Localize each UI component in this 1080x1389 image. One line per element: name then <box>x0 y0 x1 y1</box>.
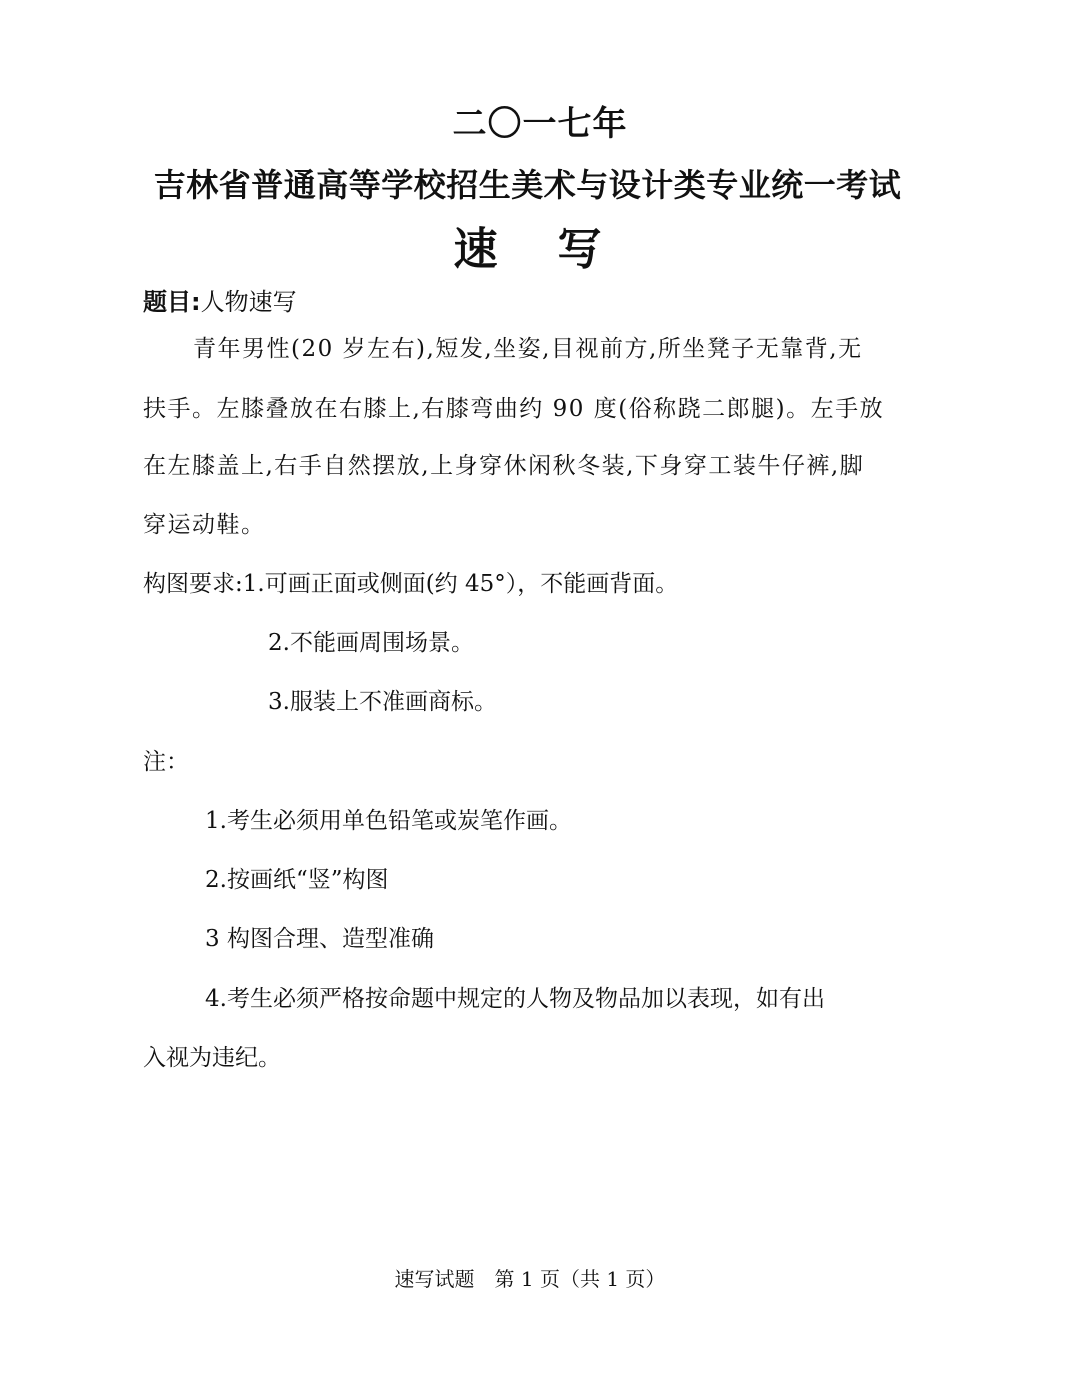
note-item-continued: 入视为违纪。 <box>143 1045 281 1071</box>
description-line: 在左膝盖上,右手自然摆放,上身穿休闲秋冬装,下身穿工装牛仔裤,脚 <box>143 453 865 479</box>
description-line: 青年男性(20 岁左右),短发,坐姿,目视前方,所坐凳子无靠背,无 <box>193 336 863 362</box>
composition-item: 1.可画正面或侧面(约 45°），不能画背面。 <box>242 571 679 597</box>
note-item: 4.考生必须严格按命题中规定的人物及物品加以表现，如有出 <box>205 986 825 1012</box>
composition-requirements <box>143 565 678 598</box>
page-footer: 速写试题 第 1 页（共 1 页） <box>394 1267 666 1291</box>
topic-label: 题目: <box>143 288 201 316</box>
topic-line <box>143 282 297 317</box>
composition-label: 构图要求: <box>143 571 243 597</box>
note-item: 1.考生必须用单色铅笔或炭笔作画。 <box>205 808 572 834</box>
exam-title: 吉林省普通高等学校招生美术与设计类专业统一考试 <box>153 166 902 204</box>
topic-value: 人物速写 <box>200 288 297 316</box>
exam-year: 二〇一七年 <box>452 104 628 144</box>
description-line: 扶手。左膝叠放在右膝上,右膝弯曲约 90 度(俗称跷二郎腿)。左手放 <box>143 396 885 422</box>
notes-label: 注： <box>143 749 189 775</box>
note-item: 2.按画纸“竖”构图 <box>205 867 389 893</box>
description-line: 穿运动鞋。 <box>143 512 266 538</box>
composition-item: 2.不能画周围场景。 <box>268 630 474 656</box>
composition-item: 3.服装上不准画商标。 <box>268 689 497 715</box>
note-item: 3 构图合理、造型准确 <box>205 926 434 952</box>
subject-title: 速写 <box>453 224 662 275</box>
